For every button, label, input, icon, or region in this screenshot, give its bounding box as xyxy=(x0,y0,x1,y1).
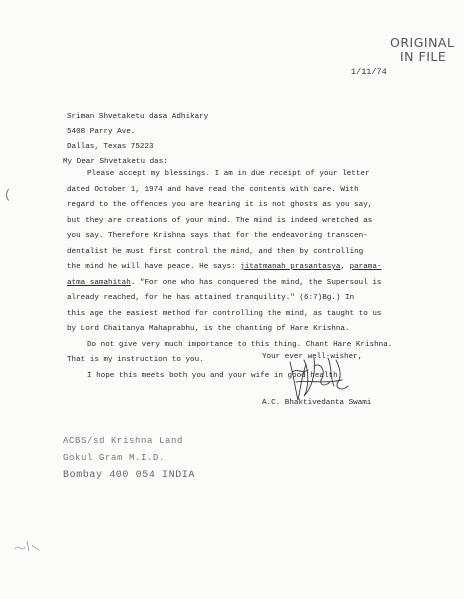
verse-text: jitatmanah prasantasya xyxy=(240,263,341,271)
paragraph-1 xyxy=(67,167,397,338)
verse-text: atma samahitah xyxy=(67,278,131,287)
body-line: Do not give very much importance to this thing. Chant Hare Krishna. xyxy=(87,340,393,349)
signature-name: A.C. Bhaktivedanta Swami xyxy=(262,399,372,407)
body-line: dated October 1, 1974 and have read the contents with care. With xyxy=(67,185,359,194)
verse-text: parama- xyxy=(349,263,382,271)
body-line: but they are creations of your mind. The mind is indeed wretched as xyxy=(67,216,373,225)
body-line: you say. Therefore Krishna says that for the endeavoring transcen- xyxy=(67,232,368,240)
handwritten-signature xyxy=(284,352,354,404)
body-line: the mind he will have peace. He says: xyxy=(67,263,241,271)
body-line: I hope this meets both you and your wife in good health. xyxy=(87,371,343,380)
letter-date: 1/11/74 xyxy=(351,67,387,77)
address-line: Dallas, Texas 75223 xyxy=(67,143,154,151)
salutation: My Dear Shvetaketu das: xyxy=(63,158,168,166)
margin-scribble xyxy=(12,535,42,559)
margin-mark: ( xyxy=(4,188,12,202)
original-in-file-stamp xyxy=(390,36,454,64)
recipient-address xyxy=(63,110,209,170)
body-line: dentalist he must first control the mind, and then by controlling xyxy=(67,247,364,256)
body-line: by Lord Chaitanya Mahaprabhu, is the chanting of Hare Krishna. xyxy=(67,325,350,333)
stamp-line-1: ORIGINAL xyxy=(390,35,455,50)
address-line: 5408 Parry Ave. xyxy=(67,128,136,136)
cc-line: Gokul Gram M.I.D. xyxy=(63,453,166,463)
body-line: regard to the offences you are hearing it is not ghosts as you say, xyxy=(67,201,373,209)
verse-separator: , xyxy=(340,263,350,271)
closing: Your ever well-wisher, xyxy=(262,353,363,361)
cc-line: ACBS/sd Krishna Land xyxy=(63,436,184,446)
address-line: Sriman Shvetaketu dasa Adhikary xyxy=(67,113,209,121)
carbon-copy-address xyxy=(63,433,195,484)
body-line: already reached, for he has attained tranquility." (6:7)Bg.) In xyxy=(67,294,355,302)
cc-line: Bombay 400 054 INDIA xyxy=(63,470,196,481)
body-line: That is my instruction to you. xyxy=(67,356,204,364)
body-line: Please accept my blessings. I am in due receipt of your letter xyxy=(87,170,370,178)
stamp-line-2: IN FILE xyxy=(400,49,447,64)
body-line: this age the easiest method for controlling the mind, as taught to us xyxy=(67,309,382,318)
body-line: . "For one who has conquered the mind, the Supersoul is xyxy=(130,278,382,287)
